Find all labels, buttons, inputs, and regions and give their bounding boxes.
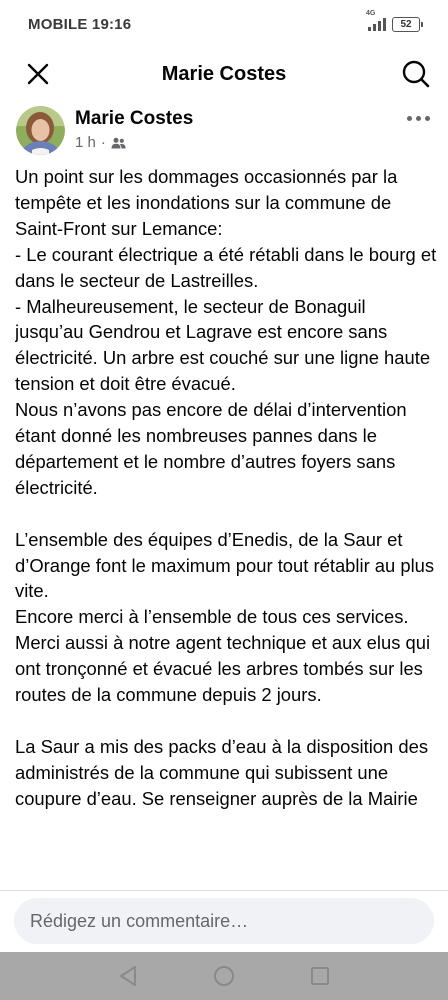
nav-back-button[interactable]	[113, 961, 143, 991]
status-icons	[366, 10, 420, 32]
post-paragraph: L’ensemble des équipes d’Enedis, de la Saur et d’Orange font le maximum pour tout rétablir au plus vite. Encore merci à l’ensemble de tous ces services. Merci aussi à notre agent technique et aux elus qui ont tronçonné et évacué les arbres tombés sur les routes de la commune depuis 2 jours.	[15, 528, 435, 706]
post-time[interactable]: 1 h	[75, 134, 96, 151]
status-carrier-time: MOBILE 19:16	[28, 15, 132, 33]
comment-input[interactable]	[14, 898, 434, 944]
meta-separator: ·	[100, 134, 106, 151]
nav-home-button[interactable]	[209, 961, 239, 991]
battery-level: 52	[400, 18, 412, 30]
avatar[interactable]	[16, 106, 65, 155]
nav-recents-button[interactable]	[305, 961, 335, 991]
more-dot-icon	[425, 116, 430, 121]
friends-icon	[111, 137, 126, 149]
post-paragraph: La Saur a mis des packs d’eau à la disposition des administrés de la commune qui subissent une coupure d’eau. Se renseigner auprès de la Mairie	[15, 735, 429, 809]
avatar-image	[16, 106, 65, 155]
search-button[interactable]	[398, 56, 434, 92]
more-options-button[interactable]	[402, 106, 434, 130]
post-meta	[75, 134, 193, 151]
search-icon	[401, 59, 431, 89]
network-type: 4G	[366, 10, 376, 17]
battery-icon	[392, 17, 420, 32]
comment-composer	[0, 890, 448, 950]
signal-icon	[366, 10, 386, 31]
back-icon	[118, 965, 138, 987]
more-dot-icon	[407, 116, 412, 121]
recents-icon	[310, 966, 330, 986]
post-paragraph: Un point sur les dommages occasionnés par la tempête et les inondations sur la commune de Saint-Front sur Lemance: - Le courant électrique a été rétabli dans le bourg et dans le secteur de Lastreilles. - Malheureusement, le secteur de Bonaguil jusqu’au Gendrou et Lagrave est encore sans électricité. Un arbre est couché sur une ligne haute tension et doit être évacué. Nous n’avons pas encore de délai d’intervention étant donné les nombreuses pannes dans le département et le nombre d’autres foyers sans électricité.	[15, 166, 437, 498]
post-body	[15, 164, 437, 892]
status-bar	[0, 0, 448, 48]
page-title: Marie Costes	[161, 62, 287, 85]
post-header	[16, 106, 434, 158]
close-icon	[26, 62, 50, 86]
author-block	[75, 106, 193, 151]
author-name[interactable]: Marie Costes	[75, 108, 194, 129]
system-nav-bar	[0, 952, 448, 1000]
more-dot-icon	[416, 116, 421, 121]
app-header	[0, 48, 448, 100]
close-button[interactable]	[20, 56, 56, 92]
home-icon	[213, 965, 235, 987]
